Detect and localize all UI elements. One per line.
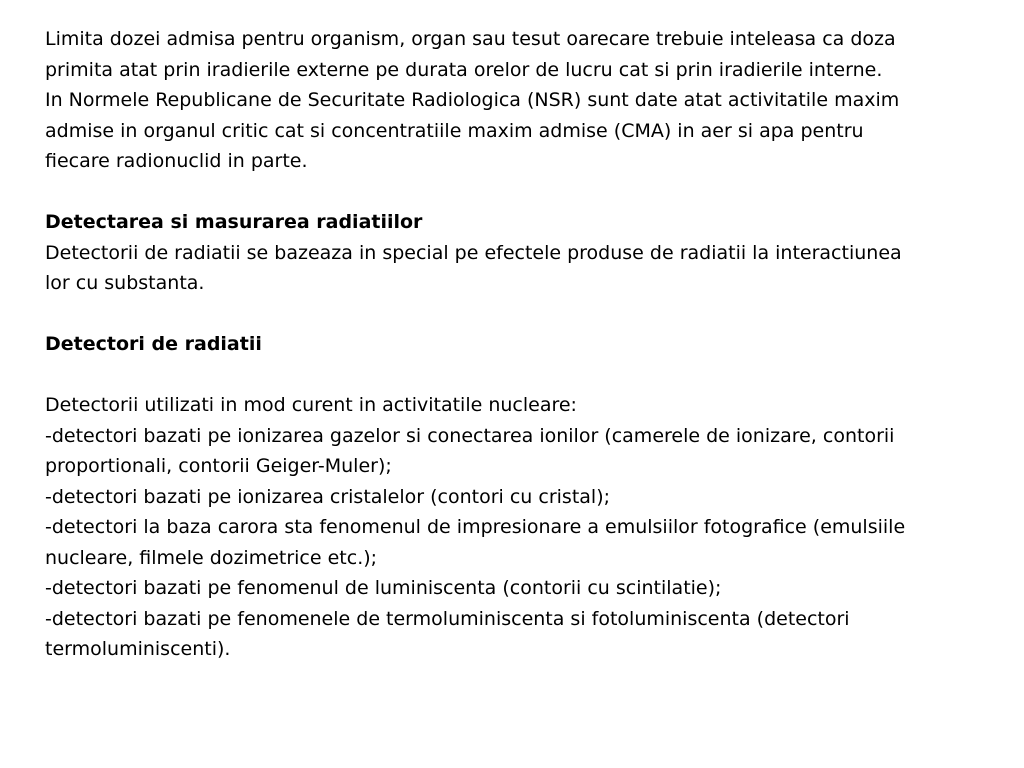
list-item-line: -detectori bazati pe ionizarea gazelor si conectarea ionilor (camerele de ionizare, contorii [45, 424, 895, 447]
text-line: In Normele Republicane de Securitate Radiologica (NSR) sunt date atat activitatile maxim [45, 89, 900, 111]
spacer [45, 299, 990, 330]
text-line: primita atat prin iradierile externe pe durata orelor de lucru cat si prin iradierile interne. [45, 58, 883, 81]
section-detectors [45, 329, 990, 665]
list-item-line: nucleare, filmele dozimetrice etc.); [45, 546, 378, 569]
section-heading: Detectarea si masurarea radiatiilor [45, 211, 423, 233]
list-item-line: -detectori la baza carora sta fenomenul de impresionare a emulsiilor fotografice (emulsiile [45, 516, 906, 538]
list-item-line: proportionali, contorii Geiger-Muler); [45, 455, 392, 477]
text-line: Limita dozei admisa pentru organism, organ sau tesut oarecare trebuie inteleasa ca doza [45, 28, 896, 50]
text-line: Detectorii de radiatii se bazeaza in special pe efectele produse de radiatii la interactiunea [45, 241, 902, 264]
list-intro-line: Detectorii utilizati in mod curent in activitatile nucleare: [45, 394, 577, 416]
text-line: fiecare radionuclid in parte. [45, 150, 308, 172]
slide-content [45, 24, 990, 665]
text-line: admise in organul critic cat si concentratiile maxim admise (CMA) in aer si apa pentru [45, 119, 864, 142]
section-heading: Detectori de radiatii [45, 333, 262, 355]
section-detection [45, 207, 990, 299]
spacer [45, 360, 990, 391]
list-item-line: termoluminiscenti). [45, 638, 231, 660]
list-item-line: -detectori bazati pe fenomenele de termoluminiscenta si fotoluminiscenta (detectori [45, 607, 850, 630]
list-item-line: -detectori bazati pe ionizarea cristalelor (contori cu cristal); [45, 485, 611, 508]
spacer [45, 177, 990, 208]
text-line: lor cu substanta. [45, 272, 205, 294]
list-item-line: -detectori bazati pe fenomenul de luminiscenta (contorii cu scintilatie); [45, 577, 722, 599]
intro-paragraph [45, 24, 990, 177]
